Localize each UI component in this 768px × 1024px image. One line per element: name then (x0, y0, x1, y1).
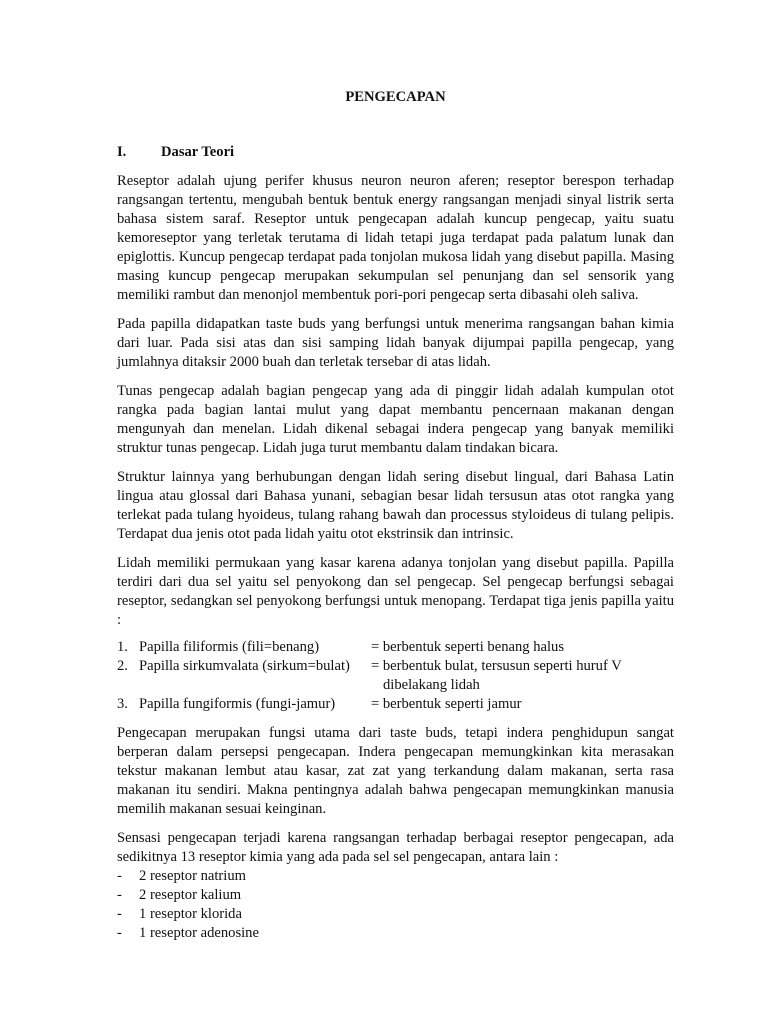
paragraph: Lidah memiliki permukaan yang kasar karena adanya tonjolan yang disebut papilla. Papilla terdiri dari dua sel yaitu sel penyokong dan sel pengecap. Sel pengecap berfungsi sebagai reseptor, sedangkan sel penyokong berfungsi untuk menopang. Terdapat tiga jenis papilla yaitu : (117, 555, 674, 628)
list-item-description-text: = berbentuk bulat, tersusun seperti huruf V (371, 658, 622, 674)
list-item (117, 886, 674, 905)
paragraph: Tunas pengecap adalah bagian pengecap yang ada di pinggir lidah adalah kumpulan otot rangka pada bagian lantai mulut yang dapat membantu pencernaan makanan dengan mengunyah dan menelan. Lidah dikenal sebagai indera pengecap yang banyak memiliki struktur tunas pengecap. Lidah juga turut membantu dalam tindakan bicara. (117, 383, 674, 456)
receptor-intro: Sensasi pengecapan terjadi karena rangsangan terhadap berbagai reseptor pengecapan, ada sedikitnya 13 reseptor kimia yang ada pada sel sel pengecapan, antara lain : (117, 830, 674, 865)
list-item (117, 638, 674, 657)
list-item-description-text: = berbentuk seperti jamur (371, 696, 522, 712)
list-item-text: 2 reseptor natrium (139, 868, 246, 884)
list-item-text: 1 reseptor adenosine (139, 925, 259, 941)
papilla-list (117, 638, 674, 714)
list-item-description-text: = berbentuk seperti benang halus (371, 639, 565, 655)
document-page (117, 88, 674, 943)
section-title: Dasar Teori (161, 144, 235, 160)
list-item-text: 2 reseptor kalium (139, 887, 242, 903)
list-bullet: - (117, 868, 122, 884)
list-item (117, 924, 674, 943)
list-item-name: Papilla sirkumvalata (sirkum=bulat) (139, 658, 350, 674)
list-item-number: 1. (117, 639, 128, 655)
list-item (117, 905, 674, 924)
list-item (117, 695, 674, 714)
list-item-number: 2. (117, 658, 128, 674)
list-bullet: - (117, 906, 122, 922)
list-bullet: - (117, 887, 122, 903)
list-bullet: - (117, 925, 122, 941)
paragraph: Struktur lainnya yang berhubungan dengan lidah sering disebut lingual, dari Bahasa Latin lingua atau glossal dari Bahasa yunani, sebagian besar lidah tersusun atas otot rangka yang terlekat pada tulang hyoideus, tulang rahang bawah dan processus styloideus di tulang pelipis. Terdapat dua jenis otot pada lidah yaitu otot ekstrinsik dan intrinsic. (117, 469, 674, 542)
section-number: I. (117, 144, 127, 160)
list-item-name: Papilla fungiformis (fungi-jamur) (139, 696, 336, 712)
list-item (117, 867, 674, 886)
paragraph: Reseptor adalah ujung perifer khusus neuron neuron aferen; reseptor berespon terhadap rangsangan tertentu, mengubah bentuk bentuk energy rangsangan menjadi sinyal listrik serta bahasa sistem saraf. Reseptor untuk pengecapan adalah kuncup pengecap, yaitu suatu kemoreseptor yang terletak terutama di lidah tetapi juga terdapat pada palatum lunak dan epiglottis. Kuncup pengecap terdapat pada tonjolan mukosa lidah yang disebut papilla. Masing masing kuncup pengecap merupakan sekumpulan sel penunjang dan sel sensorik yang memiliki rambut dan menonjol membentuk pori-pori pengecap serta dibasahi oleh saliva. (117, 173, 674, 303)
paragraph: Pada papilla didapatkan taste buds yang berfungsi untuk menerima rangsangan bahan kimia dari luar. Pada sisi atas dan sisi samping lidah banyak dijumpai papilla pengecap, yang jumlahnya ditaksir 2000 buah dan terletak tersebar di atas lidah. (117, 316, 674, 370)
document-title: PENGECAPAN (345, 89, 446, 105)
list-item-number: 3. (117, 696, 128, 712)
list-item-description (371, 657, 674, 695)
list-item-text: 1 reseptor klorida (139, 906, 242, 922)
list-item-description-continuation: dibelakang lidah (383, 677, 480, 693)
section-heading (117, 143, 674, 162)
receptor-list (117, 867, 674, 943)
list-item-description (371, 695, 674, 714)
list-item-description (371, 638, 674, 657)
list-item-name: Papilla filiformis (fili=benang) (139, 639, 320, 655)
paragraph: Pengecapan merupakan fungsi utama dari taste buds, tetapi indera penghidupun sangat berperan dalam persepsi pengecapan. Indera pengecapan memungkinkan kita merasakan tekstur makanan lembut atau kasar, zat zat yang terkandung dalam makanan, serta rasa makanan itu sendiri. Makna pentingnya adalah bahwa pengecapan memungkinkan manusia memilih makanan sesuai keinginan. (117, 725, 674, 817)
list-item (117, 657, 674, 695)
